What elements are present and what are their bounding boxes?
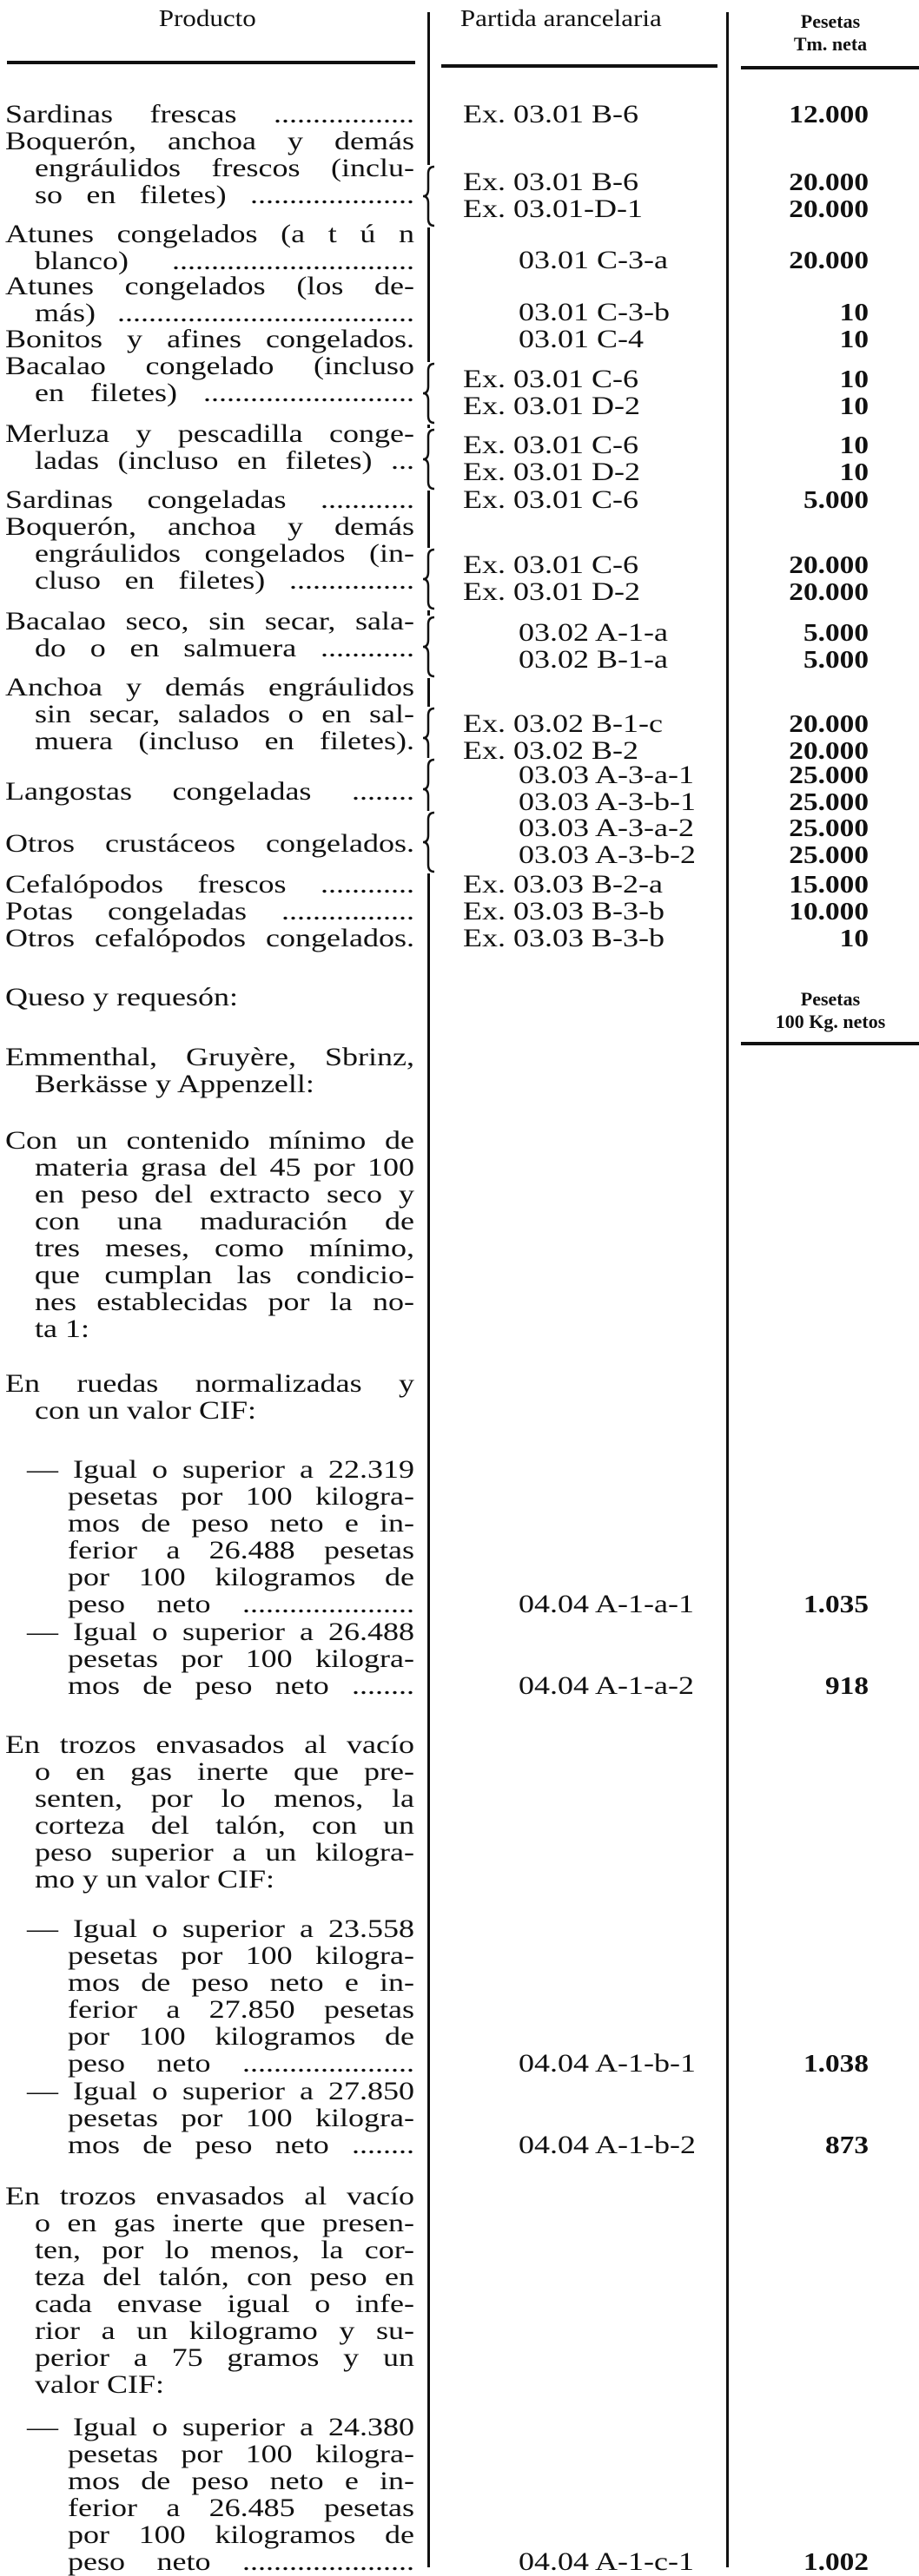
product-text-line: ferior a 27.850 pesetas — [68, 1995, 415, 2024]
product-text-line: por 100 kilogramos de — [68, 2022, 415, 2051]
product-text-line: teza del talón, con peso en — [35, 2263, 414, 2291]
price-value: 1.035 — [803, 1591, 869, 1618]
product-text-line: En ruedas normalizadas y — [5, 1369, 415, 1398]
tariff-code: Ex. 03.01 B-6 — [463, 100, 638, 128]
product-text-line: Bonitos y afines congelados. — [5, 325, 415, 353]
product-text-line: más) ...................................... — [35, 299, 414, 327]
product-text-line: nes establecidas por la no- — [35, 1288, 414, 1316]
price-value: 5.000 — [803, 486, 869, 514]
cheese-price-line2: 100 Kg. netos — [775, 1011, 886, 1032]
product-text-line: ladas (incluso en filetes) ... — [35, 446, 414, 475]
price-value: 10.000 — [789, 898, 869, 926]
price-value: 20.000 — [789, 710, 869, 738]
product-text-line: ten, por lo menos, la cor- — [35, 2236, 414, 2264]
brace-icon — [420, 165, 438, 227]
product-text-line: en peso del extracto seco y — [35, 1180, 414, 1209]
product-text-line: pesetas por 100 kilogra- — [68, 1482, 415, 1511]
product-text-line: corteza del talón, con un — [35, 1811, 414, 1840]
brace-icon — [420, 811, 438, 873]
price-value: 10 — [839, 458, 869, 486]
product-text-line: rior a un kilogramo y su- — [35, 2316, 414, 2345]
tariff-code: 04.04 A-1-a-2 — [519, 1671, 694, 1700]
product-text-line: ferior a 26.485 pesetas — [68, 2494, 415, 2522]
tariff-code: Ex. 03.01 B-6 — [463, 168, 638, 196]
product-text-line: — Igual o superior a 26.488 — [27, 1617, 414, 1646]
product-text-line: Bacalao congelado (incluso — [5, 352, 415, 380]
price-value: 918 — [824, 1672, 869, 1700]
header-price-line2: Tm. neta — [793, 33, 868, 55]
product-text-line: Sardinas frescas .................. — [5, 100, 415, 128]
price-value: 1.038 — [803, 2050, 869, 2078]
header-rule-tariff — [441, 64, 717, 68]
product-text-line: pesetas por 100 kilogra- — [68, 1941, 415, 1970]
product-text-line: Bacalao seco, sin secar, sala- — [5, 607, 415, 636]
product-text-line: engráulidos congelados (in- — [35, 539, 414, 568]
tariff-code: 03.03 A-3-b-2 — [519, 840, 696, 869]
product-text-line: tres meses, como mínimo, — [35, 1234, 414, 1262]
tariff-code: 03.03 A-3-a-1 — [519, 761, 694, 789]
product-text-line: pesetas por 100 kilogra- — [68, 1644, 415, 1673]
tariff-code: 04.04 A-1-c-1 — [519, 2547, 694, 2576]
product-text-line: por 100 kilogramos de — [68, 1563, 415, 1591]
product-text-line: Anchoa y demás engráulidos — [5, 673, 415, 702]
cheese-price-rule — [741, 1042, 919, 1045]
product-text-line: peso superior a un kilogra- — [35, 1838, 414, 1867]
tariff-code: Ex. 03.01 D-2 — [463, 392, 640, 420]
product-text-line: Merluza y pescadilla conge- — [5, 419, 415, 448]
product-text-line: mos de peso neto e in- — [68, 1509, 415, 1538]
tariff-code: Ex. 03.03 B-3-b — [463, 924, 664, 952]
header-rule-product — [7, 61, 415, 64]
product-text-line: sin secar, salados o en sal- — [35, 700, 414, 728]
product-text-line: Berkässe y Appenzell: — [35, 1070, 314, 1098]
product-text-line: Emmenthal, Gruyère, Sbrinz, — [5, 1043, 415, 1071]
product-text-line: mos de peso neto e in- — [68, 1968, 415, 1997]
product-text-line: Atunes congelados (a t ú n — [5, 220, 415, 248]
product-text-line: ferior a 26.488 pesetas — [68, 1536, 415, 1565]
brace-icon — [420, 362, 438, 425]
price-value: 1.002 — [803, 2548, 869, 2576]
tariff-code: Ex. 03.01-D-1 — [463, 194, 643, 223]
product-text-line: En trozos envasados al vacío — [5, 1730, 415, 1759]
product-text-line: — Igual o superior a 23.558 — [27, 1914, 414, 1943]
product-text-line: que cumplan las condicio- — [35, 1261, 414, 1289]
price-value: 20.000 — [789, 578, 869, 606]
product-text-line: Cefalópodos frescos ............ — [5, 870, 415, 899]
price-value: 873 — [824, 2131, 869, 2159]
price-value: 25.000 — [789, 761, 869, 789]
tariff-code: 03.03 A-3-a-2 — [519, 814, 694, 842]
brace-icon — [420, 548, 438, 610]
header-product: Producto — [158, 5, 256, 31]
price-value: 20.000 — [789, 168, 869, 196]
tariff-code: 03.01 C-3-b — [519, 298, 670, 326]
price-value: 10 — [839, 392, 869, 420]
tariff-code: 03.01 C-3-a — [519, 246, 668, 274]
product-text-line: muera (incluso en filetes). — [35, 727, 414, 755]
tariff-code: Ex. 03.01 C-6 — [463, 485, 638, 514]
product-text-line: mos de peso neto e in- — [68, 2467, 415, 2495]
product-text-line: peso neto ...................... — [68, 2049, 415, 2078]
product-text-line: Boquerón, anchoa y demás — [5, 127, 415, 155]
tariff-code: 04.04 A-1-b-2 — [519, 2131, 696, 2159]
product-text-line: — Igual o superior a 24.380 — [27, 2413, 414, 2441]
brace-icon — [420, 428, 438, 491]
product-text-line: Otros cefalópodos congelados. — [5, 924, 415, 952]
product-text-line: peso neto ...................... — [68, 1590, 415, 1618]
tariff-code: Ex. 03.01 C-6 — [463, 431, 638, 459]
product-text-line: senten, por lo menos, la — [35, 1784, 414, 1813]
product-text-line: cluso en filetes) ................ — [35, 566, 414, 595]
price-value: 20.000 — [789, 737, 869, 765]
header-price-line1: Pesetas — [800, 10, 861, 32]
price-value: 20.000 — [789, 195, 869, 223]
price-value: 25.000 — [789, 788, 869, 816]
product-text-line: perior a 75 gramos y un — [35, 2343, 414, 2372]
product-text-line: cada envase igual o infe- — [35, 2289, 414, 2318]
price-value: 25.000 — [789, 814, 869, 842]
header-tariff: Partida arancelaria — [460, 5, 662, 31]
price-value: 10 — [839, 925, 869, 952]
product-text-line: Atunes congelados (los de- — [5, 272, 415, 300]
tariff-code: 04.04 A-1-a-1 — [519, 1590, 694, 1618]
tariff-code: Ex. 03.01 C-6 — [463, 365, 638, 393]
price-value: 12.000 — [789, 101, 869, 128]
product-text-line: Con un contenido mínimo de — [5, 1126, 415, 1155]
product-text-line: con una maduración de — [35, 1207, 414, 1235]
product-text-line: peso neto ...................... — [68, 2547, 415, 2576]
price-value: 15.000 — [789, 871, 869, 899]
product-text-line: do o en salmuera ............ — [35, 634, 414, 662]
product-text-line: Langostas congeladas ........ — [5, 777, 415, 806]
tariff-code: Ex. 03.01 C-6 — [463, 550, 638, 579]
product-text-line: en filetes) ........................... — [35, 379, 414, 407]
product-text-line: blanco) ............................... — [35, 247, 414, 275]
tariff-code: Ex. 03.01 D-2 — [463, 577, 640, 606]
product-text-line: Potas congeladas ................. — [5, 897, 415, 926]
brace-icon — [420, 616, 438, 678]
product-text-line: Sardinas congeladas ............ — [5, 485, 415, 514]
tariff-code: Ex. 03.03 B-3-b — [463, 897, 664, 926]
tariff-code: Ex. 03.01 D-2 — [463, 458, 640, 486]
product-text-line: Queso y requesón: — [5, 983, 238, 1011]
product-text-line: En trozos envasados al vacío — [5, 2182, 415, 2210]
tariff-code: 03.03 A-3-b-1 — [519, 787, 696, 816]
product-text-line: mos de peso neto ........ — [68, 2131, 415, 2159]
product-text-line: o en gas inerte que presen- — [35, 2209, 414, 2237]
price-value: 5.000 — [803, 619, 869, 647]
product-text-line: con un valor CIF: — [35, 1396, 256, 1425]
product-text-line: Otros crustáceos congelados. — [5, 829, 415, 858]
product-text-line: — Igual o superior a 22.319 — [27, 1455, 414, 1484]
tariff-code: Ex. 03.03 B-2-a — [463, 870, 663, 899]
tariff-code: 04.04 A-1-b-1 — [519, 2049, 696, 2078]
price-value: 10 — [839, 299, 869, 326]
product-text-line: Boquerón, anchoa y demás — [5, 512, 415, 541]
product-text-line: o en gas inerte que pre- — [35, 1757, 414, 1786]
cheese-price-line1: Pesetas — [800, 988, 861, 1010]
price-value: 10 — [839, 326, 869, 353]
tariff-code: 03.02 B-1-a — [519, 645, 668, 674]
tariff-code: 03.01 C-4 — [519, 325, 644, 353]
product-text-line: mo y un valor CIF: — [35, 1865, 274, 1894]
header-rule-price — [741, 66, 919, 69]
product-text-line: pesetas por 100 kilogra- — [68, 2440, 415, 2468]
product-text-line: pesetas por 100 kilogra- — [68, 2104, 415, 2132]
product-text-line: mos de peso neto ........ — [68, 1671, 415, 1700]
price-value: 10 — [839, 432, 869, 459]
product-text-line: materia grasa del 45 por 100 — [35, 1153, 414, 1182]
product-text-line: — Igual o superior a 27.850 — [27, 2077, 414, 2105]
price-value: 20.000 — [789, 551, 869, 579]
price-value: 25.000 — [789, 841, 869, 869]
product-text-line: engráulidos frescos (inclu- — [35, 154, 414, 182]
product-text-line: por 100 kilogramos de — [68, 2520, 415, 2549]
price-value: 20.000 — [789, 247, 869, 274]
product-text-line: ta 1: — [35, 1314, 89, 1343]
price-value: 10 — [839, 366, 869, 393]
tariff-code: Ex. 03.02 B-2 — [463, 736, 638, 765]
product-text-line: valor CIF: — [35, 2370, 165, 2399]
tariff-code: Ex. 03.02 B-1-c — [463, 709, 663, 738]
price-value: 5.000 — [803, 646, 869, 674]
product-text-line: so en filetes) ..................... — [35, 181, 414, 209]
tariff-code: 03.02 A-1-a — [519, 618, 668, 647]
